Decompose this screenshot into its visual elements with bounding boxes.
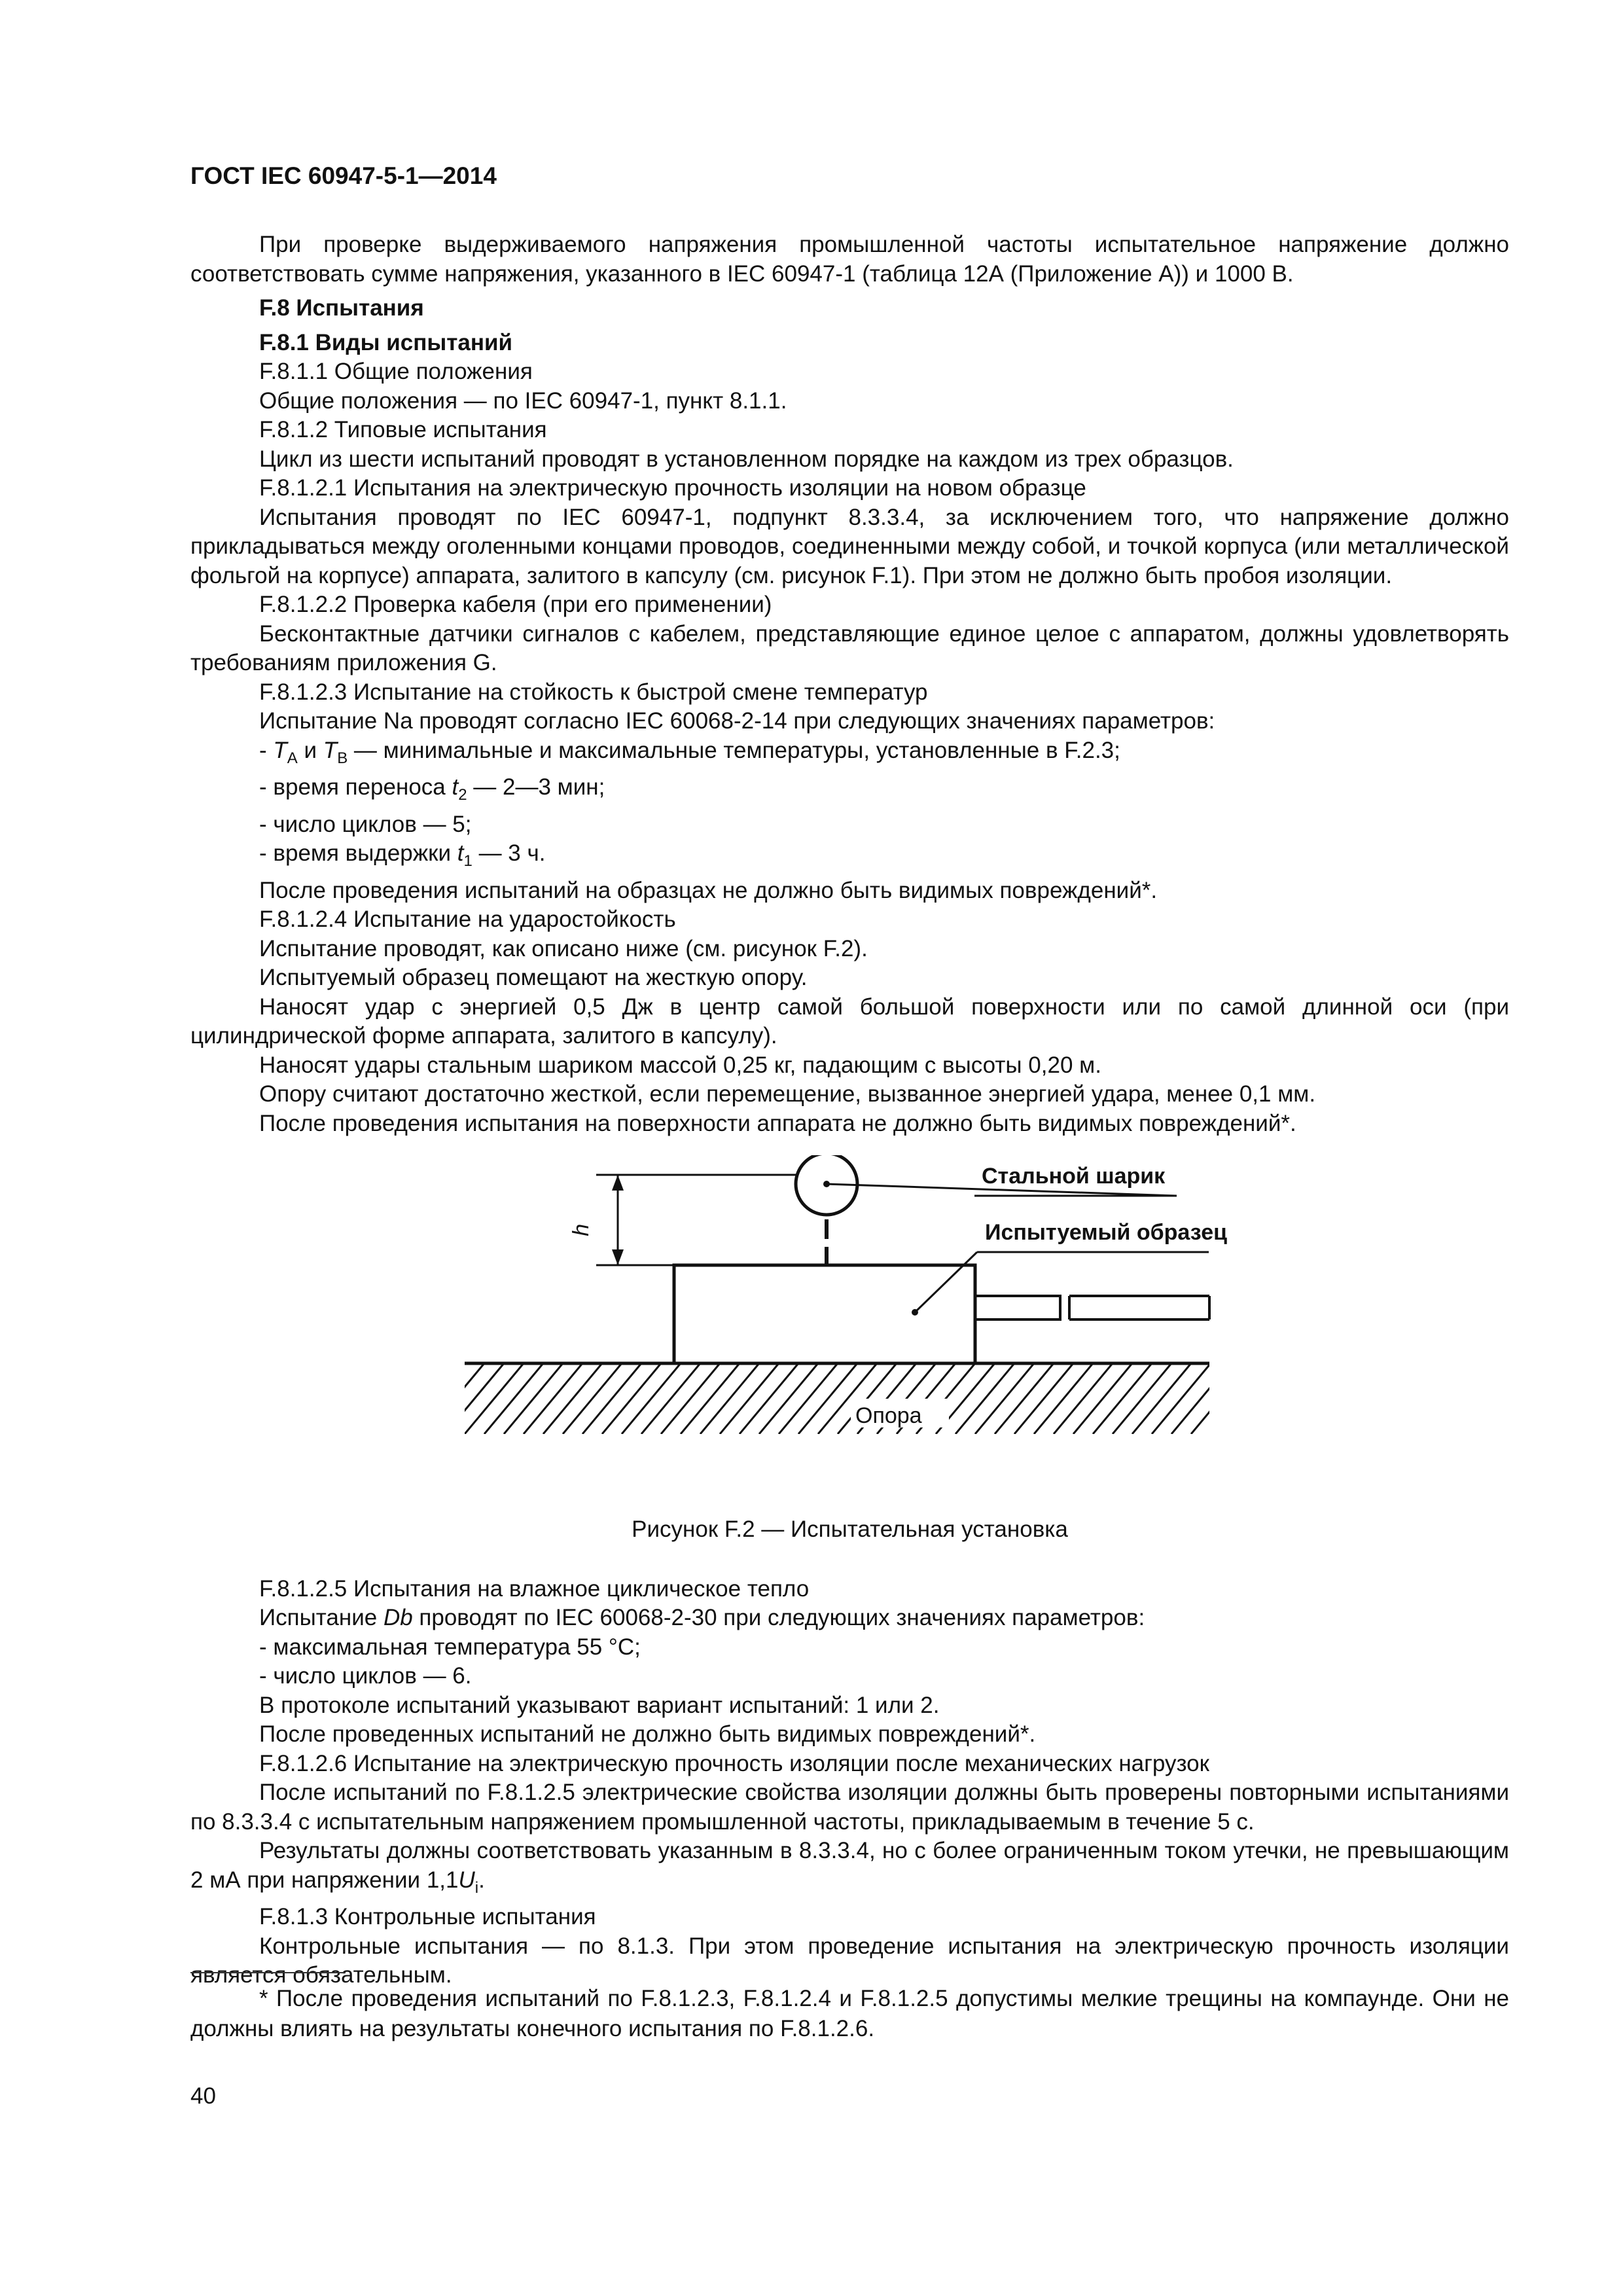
paragraph: После проведенных испытаний не должно быть видимых повреждений*. (259, 1721, 1036, 1747)
list-item: - время переноса $t_2$ — 2—3 мин; (259, 774, 605, 804)
subsection-heading-f8124: F.8.1.2.4 Испытание на ударостойкость (259, 906, 676, 932)
list-item: - время выдержки $t_1$ — 3 ч. (259, 840, 546, 870)
figure-caption: Рисунок F.2 — Испытательная установка (632, 1516, 1068, 1542)
sample-leader-line (915, 1252, 977, 1312)
paragraph: Цикл из шести испытаний проводят в установленном порядке на каждом из трех образцов. (259, 446, 1234, 472)
paragraph: Испытуемый образец помещают на жесткую опору. (259, 965, 808, 990)
cable-segment-left (975, 1296, 1060, 1319)
label-support: Опора (855, 1403, 922, 1428)
paragraph: В протоколе испытаний указывают вариант испытаний: 1 или 2. (259, 1692, 940, 1718)
paragraph: Испытание Na проводят согласно IEC 60068-2-14 при следующих значениях параметров: (259, 708, 1215, 734)
list-item: - максимальная температура 55 °С; (259, 1634, 641, 1660)
subsection-heading-f8126: F.8.1.2.6 Испытание на электрическую прочность изоляции после механических нагрузок (259, 1750, 1209, 1776)
subsection-heading-f8125: F.8.1.2.5 Испытания на влажное циклическое тепло (259, 1575, 810, 1602)
paragraph: После проведения испытания на поверхности аппарата не должно быть видимых повреждений*. (259, 1110, 1296, 1136)
paragraph: Наносят удары стальным шариком массой 0,25 кг, падающим с высоты 0,20 м. (259, 1052, 1101, 1078)
label-height: h (569, 1223, 594, 1236)
cable-segment-right (1069, 1296, 1209, 1319)
paragraph: Испытания проводят по IEC 60947-1, подпункт 8.3.3.4, за исключением того, что напряжение должно прикладываться между оголенными концами проводов, соединенными между собой, и точкой корпуса (или металлической фольгой на корпусе) аппарата, залитого в капсулу (см. рисунок F.1). При этом не должно быть пробоя изоляции. (190, 504, 1509, 588)
paragraph: После испытаний по F.8.1.2.5 электрические свойства изоляции должны быть проверены повторными испытаниями по 8.3.3.4 с испытательным напряжением промышленной частоты, прикладываемым в течение 5 с. (190, 1780, 1509, 1835)
paragraph: Общие положения — по IEC 60947-1, пункт 8.1.1. (259, 387, 787, 414)
paragraph: Наносят удар с энергией 0,5 Дж в центр самой большой поверхности или по самой длинной оси (при цилиндрической форме аппарата, залитого в капсулу). (190, 994, 1509, 1049)
support-hatching (406, 1363, 1250, 1434)
paragraph: При проверке выдерживаемого напряжения промышленной частоты испытательное напряжение должно соответствовать сумме напряжения, указанного в IEC 60947-1 (таблица 12А (Приложение А)) и 1000 В. (190, 232, 1509, 287)
test-sample-body (674, 1265, 975, 1363)
footnote (190, 1984, 1509, 2044)
page-content (190, 230, 1509, 1990)
height-arrow-top (612, 1175, 624, 1191)
section-heading-f8: F.8 Испытания (259, 295, 424, 321)
paragraph: Испытание проводят, как описано ниже (см. рисунок F.2). (259, 935, 868, 961)
paragraph: Опору считают достаточно жесткой, если перемещение, вызванное энергией удара, менее 0,1 мм. (259, 1081, 1316, 1107)
label-test-sample: Испытуемый образец (985, 1220, 1227, 1245)
footnote-text: * После проведения испытаний по F.8.1.2.3, F.8.1.2.4 и F.8.1.2.5 допустимы мелкие трещины на компаунде. Они не должны влиять на результаты конечного испытания по F.8.1.2.6. (190, 1986, 1509, 2041)
subsection-heading-f8122: F.8.1.2.2 Проверка кабеля (при его применении) (259, 592, 772, 617)
paragraph: После проведения испытаний на образцах не должно быть видимых повреждений*. (259, 877, 1158, 903)
subsection-heading-f813: F.8.1.3 Контрольные испытания (259, 1904, 596, 1929)
paragraph: Результаты должны соответствовать указанным в 8.3.3.4, но с более ограниченным током утечки, не превышающим 2 мА при напряжении $1,1U_i$. (190, 1838, 1509, 1897)
page-number: 40 (190, 2083, 216, 2109)
figure-test-setup (190, 1155, 1509, 1509)
paragraph: Контрольные испытания — по 8.1.3. При этом проведение испытания на электрическую прочность изоляции является обязательным. (190, 1933, 1509, 1988)
subsection-heading-f8121: F.8.1.2.1 Испытания на электрическую прочность изоляции на новом образце (259, 475, 1086, 501)
document-header: ГОСТ IEC 60947-5-1—2014 (190, 162, 497, 189)
list-item: - число циклов — 5; (259, 811, 472, 837)
paragraph: Бесконтактные датчики сигналов с кабелем, представляющие единое целое с аппаратом, должны удовлетворять требованиям приложения G. (190, 620, 1509, 675)
list-item: - число циклов — 6. (259, 1663, 472, 1689)
test-setup-diagram (190, 1155, 1509, 1509)
section-heading-f81: F.8.1 Виды испытаний (259, 329, 513, 355)
list-item: - $T_A$ и $T_B$ — минимальные и максимальные температуры, установленные в F.2.3; (259, 737, 1120, 767)
footnote-separator (190, 1972, 346, 1973)
label-steel-ball: Стальной шарик (982, 1164, 1166, 1189)
paragraph: Испытание Db проводят по IEC 60068-2-30 при следующих значениях параметров: (259, 1605, 1145, 1630)
sample-leader-dot (912, 1309, 918, 1316)
subsection-heading-f812: F.8.1.2 Типовые испытания (259, 417, 547, 442)
height-arrow-bottom (612, 1249, 624, 1265)
subsection-heading-f8123: F.8.1.2.3 Испытание на стойкость к быстрой смене температур (259, 679, 928, 705)
subsection-heading-f811: F.8.1.1 Общие положения (259, 359, 533, 384)
